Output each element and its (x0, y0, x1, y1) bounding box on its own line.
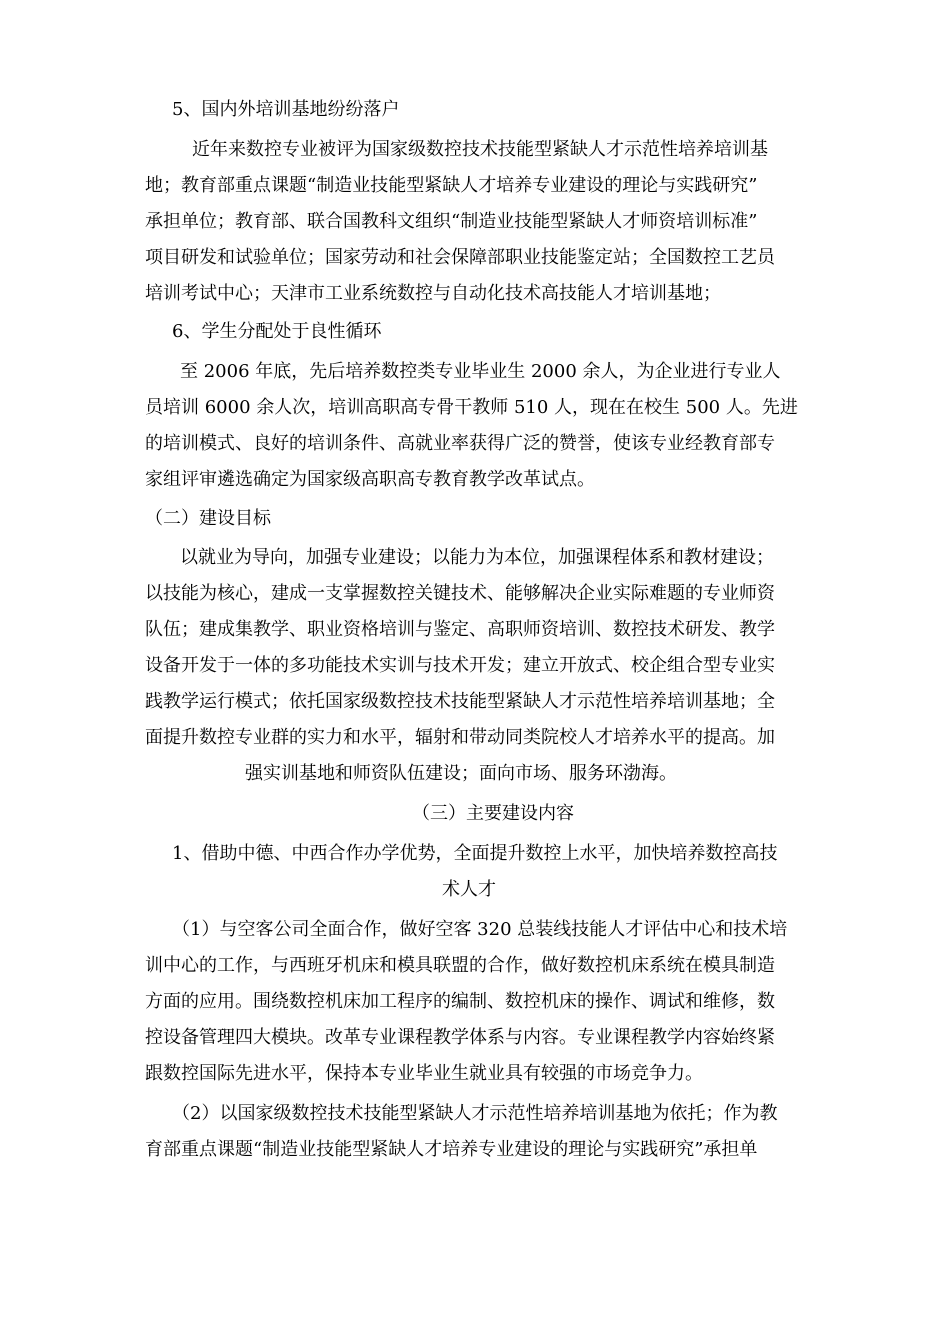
section-heading-6: 6、学生分配处于良性循环 (172, 321, 382, 342)
section-heading-content: （三）主要建设内容 (412, 803, 574, 824)
subsection-heading-1-cont: 术人才 (442, 879, 496, 900)
paragraph-line: 至 2006 年底，先后培养数控类专业毕业生 2000 余人，为企业进行专业人 (180, 361, 781, 382)
paragraph-line: 面提升数控专业群的实力和水平，辐射和带动同类院校人才培养水平的提高。加 (145, 727, 775, 748)
paragraph-line: 培训考试中心；天津市工业系统数控与自动化技术高技能人才培训基地； (145, 283, 721, 304)
paragraph-line: 设备开发于一体的多功能技术实训与技术开发；建立开放式、校企组合型专业实 (145, 655, 775, 676)
paragraph-line: 以就业为导向，加强专业建设；以能力为本位，加强课程体系和教材建设； (180, 547, 774, 568)
paragraph-line: 家组评审遴选确定为国家级高职高专教育教学改革试点。 (145, 469, 595, 490)
paragraph-line: 控设备管理四大模块。改革专业课程教学体系与内容。专业课程教学内容始终紧 (145, 1027, 775, 1048)
paragraph-line: 训中心的工作，与西班牙机床和模具联盟的合作，做好数控机床系统在模具制造 (145, 955, 775, 976)
paragraph-line: 项目研发和试验单位；国家劳动和社会保障部职业技能鉴定站；全国数控工艺员 (145, 247, 775, 268)
paragraph-line: 以技能为核心，建成一支掌握数控关键技术、能够解决企业实际难题的专业师资 (145, 583, 775, 604)
paragraph-line: 地；教育部重点课题“制造业技能型紧缺人才培养专业建设的理论与实践研究” (145, 175, 758, 196)
section-heading-5: 5、国内外培训基地纷纷落户 (172, 99, 400, 120)
paragraph-line: 员培训 6000 余人次，培训高职高专骨干教师 510 人，现在在校生 500 人。先进 (145, 397, 798, 418)
paragraph-line: 承担单位；教育部、联合国教科文组织“制造业技能型紧缺人才师资培训标准” (145, 211, 758, 232)
paragraph-line: 的培训模式、良好的培训条件、高就业率获得广泛的赞誉，使该专业经教育部专 (145, 433, 775, 454)
paragraph-line: 近年来数控专业被评为国家级数控技术技能型紧缺人才示范性培养培训基 (192, 139, 768, 160)
paragraph-line: 队伍；建成集教学、职业资格培训与鉴定、高职师资培训、数控技术研发、教学 (145, 619, 775, 640)
paragraph-line: 践教学运行模式；依托国家级数控技术技能型紧缺人才示范性培养培训基地；全 (145, 691, 775, 712)
paragraph-line: 强实训基地和师资队伍建设；面向市场、服务环渤海。 (245, 763, 677, 784)
subsection-heading-1: 1、借助中德、中西合作办学优势，全面提升数控上水平，加快培养数控高技 (172, 843, 778, 864)
section-heading-goal: （二）建设目标 (145, 508, 271, 529)
paragraph-line: （2）以国家级数控技术技能型紧缺人才示范性培养培训基地为依托；作为教 (172, 1103, 778, 1124)
paragraph-line: （1）与空客公司全面合作，做好空客 320 总装线技能人才评估中心和技术培 (172, 919, 788, 940)
paragraph-line: 跟数控国际先进水平，保持本专业毕业生就业具有较强的市场竞争力。 (145, 1063, 703, 1084)
paragraph-line: 方面的应用。围绕数控机床加工程序的编制、数控机床的操作、调试和维修，数 (145, 991, 775, 1012)
paragraph-line: 育部重点课题“制造业技能型紧缺人才培养专业建设的理论与实践研究”承担单 (145, 1139, 758, 1160)
